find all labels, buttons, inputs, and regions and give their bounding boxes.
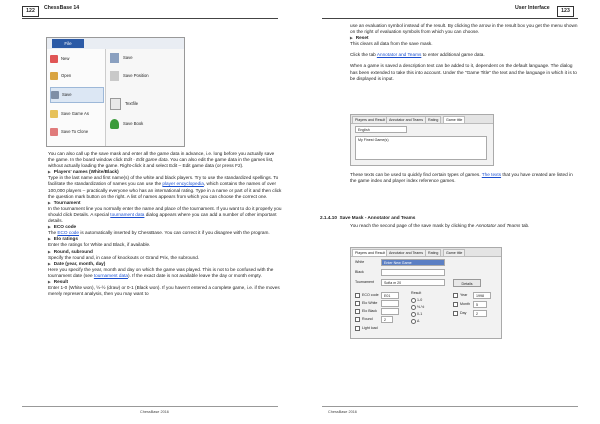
result-radio[interactable] <box>411 298 416 303</box>
game-title-dialog <box>350 114 494 166</box>
section-heading: ▶ Players' names (White/Black) <box>48 169 119 175</box>
paragraph: use an evaluation symbol instead of the result. By clicking the arrow in the result box you get the menu shown on the right of evaluation symbols from which you can choose. <box>350 23 578 35</box>
bullet-arrow-icon: ▶ <box>48 225 51 230</box>
save-mask-dialog <box>350 247 502 339</box>
eco-checkbox[interactable] <box>355 293 360 298</box>
dialog-tabs <box>351 248 501 257</box>
white-input[interactable]: Enter New Game <box>381 259 445 266</box>
eco-code-link[interactable]: ECO code <box>57 230 80 236</box>
day-checkbox[interactable] <box>453 311 458 316</box>
result-radio[interactable] <box>411 305 416 310</box>
bullet-arrow-icon: ▶ <box>48 237 51 242</box>
player-encyclopedia-link[interactable]: player encyclopedia <box>162 181 204 187</box>
bullet-arrow-icon: ▶ <box>48 200 51 205</box>
bullet-arrow-icon: ▶ <box>350 36 353 41</box>
menu-left-column <box>47 49 106 146</box>
dialog-tabs <box>351 115 493 124</box>
page-number: 123 <box>557 6 574 17</box>
section-text: The ECO code is automatically inserted by ChessBase. You can correct it if you disagree with the program. <box>48 230 270 236</box>
paragraph: When a game is saved a description text can be added to it, dependent on the default language. The dialog has been extended to take this into account. Under the "Game Title" the text and the language in which it is to be displayed is input. <box>350 63 577 81</box>
right-top-text <box>350 23 580 82</box>
tab-game-title[interactable]: Game title <box>443 249 465 256</box>
header-rule <box>322 18 578 19</box>
tab-players-result[interactable]: Players and Result <box>352 249 388 256</box>
elo-white-input[interactable] <box>381 300 399 307</box>
paragraph: These texts can be used to quickly find certain types of games. The texts that you have created are listed in the game index and player index reference games. <box>350 172 573 184</box>
intro-paragraph: You can also call up the save mask and enter all the game data in advance, i.e. long before you actually save the game. In the board window click Edit · Edit game data. You can also edit the game data in the games list, without actually loading the game. Right-click it and select Edit – Edit game data (or press F2). <box>48 151 275 169</box>
result-option[interactable]: 1-0 <box>411 297 422 304</box>
tournament-input[interactable]: Sofia m 20 <box>381 279 445 286</box>
eco-input[interactable]: E01 <box>381 292 399 299</box>
section-text: Enter 1-0 (White won), ½-½ (draw) or 0-1 (Black won). If you haven't entered a complete game, i.e. if the moves merely represent analysis, then you may want to <box>48 285 280 297</box>
header-title: User Interface <box>515 5 550 11</box>
save-icon <box>51 91 59 99</box>
section-heading: ▶ Round, subround <box>48 248 93 254</box>
paragraph: Click the tab Annotator and Teams to enter additional game data. <box>350 52 485 58</box>
paragraph: You reach the second page of the save mask by clicking the Annotator and Teams tab. <box>350 223 530 229</box>
menu-item-save: Save <box>50 87 104 103</box>
section-heading: ▶ Result <box>48 278 69 284</box>
elo-black-input[interactable] <box>381 308 399 315</box>
section-heading: ▶ ECO code <box>48 224 77 230</box>
menu-ribbon <box>47 38 184 49</box>
result-label: Result <box>411 291 422 295</box>
section-text: Specify the round and, in case of knockouts or Grand Prix, the subround. <box>48 254 200 260</box>
section-block <box>320 215 582 229</box>
textfile-icon <box>110 98 121 110</box>
tab-rating[interactable]: Rating <box>425 116 441 123</box>
section-heading: ▶ Reset <box>350 35 369 41</box>
title-textarea[interactable]: My Finest Game(s) <box>355 136 487 160</box>
tournament-data-link[interactable]: tournament data <box>93 272 129 278</box>
section-text: In the tournament line you normally enter the name and place of the tournament. If you want to do it properly you should click Details. A special tournament data dialog appears where you can add a number of other important details. <box>48 205 282 224</box>
footer: ChessBase 2016 <box>140 410 169 414</box>
result-option[interactable]: 0-1 <box>411 311 422 318</box>
month-checkbox[interactable] <box>453 302 458 307</box>
result-radio[interactable] <box>411 319 416 324</box>
tab-players-result[interactable]: Players and Result <box>352 116 388 123</box>
result-option[interactable]: ½-½ <box>411 304 424 311</box>
year-input[interactable]: 1998 <box>473 292 491 299</box>
section-heading: ▶ Date (year, month, day) <box>48 260 106 266</box>
bullet-arrow-icon: ▶ <box>48 170 51 175</box>
page-number: 122 <box>22 6 39 17</box>
new-icon <box>50 55 58 63</box>
round-checkbox[interactable] <box>355 317 360 322</box>
round-label: Round <box>355 316 373 323</box>
day-input[interactable]: 2 <box>473 310 487 317</box>
annotator-teams-link[interactable]: Annotator and Teams <box>376 52 422 58</box>
submenu-item-save-book: Save Book <box>110 117 143 131</box>
header-title: ChessBase 14 <box>44 5 80 11</box>
tab-annotator-teams[interactable]: Annotator and Teams <box>386 116 426 123</box>
save-icon <box>110 53 119 63</box>
section-text: Enter the ratings for White and Black, if available. <box>48 242 151 248</box>
elo-black-label: Elo Black <box>355 308 377 315</box>
section-text: Type in the last name and first name(s) of the white and black players. Try to use the standardized spellings. To facilitate the standardization of names you can use the player encyclopedia, which contains the names of over 100,000 players – practically everyone who has an international rating. Type in a name or part of it and then click the question mark button on the right. A list of names appears from which you can choose the correct one. <box>48 175 282 199</box>
texts-link[interactable]: The texts <box>481 172 502 177</box>
menu-item-save-to-clone: Save To Clone <box>50 125 102 139</box>
submenu-item-textfile: Textfile <box>110 97 138 111</box>
tab-game-title[interactable]: Game title <box>443 116 465 123</box>
right-page <box>300 0 600 424</box>
footer: ChessBase 2016 <box>328 410 357 414</box>
result-radio[interactable] <box>411 312 416 317</box>
left-body-text <box>48 151 282 297</box>
black-input[interactable] <box>381 269 445 276</box>
eco-label: ECO code <box>355 292 379 299</box>
result-option[interactable]: Δ <box>411 318 419 325</box>
tournament-label: Tournament <box>355 280 374 284</box>
right-mid-text <box>350 172 580 184</box>
footer-rule <box>22 406 278 407</box>
menu-item-open: Open <box>50 69 102 83</box>
file-menu-screenshot <box>46 37 185 147</box>
day-label: Day <box>453 310 466 317</box>
month-label: Month <box>453 301 470 308</box>
details-button[interactable]: Details <box>453 279 481 287</box>
elo-black-checkbox[interactable] <box>355 309 360 314</box>
bullet-arrow-icon: ▶ <box>48 261 51 266</box>
tab-annotator-teams[interactable]: Annotator and Teams <box>386 249 426 256</box>
submenu-item-save: Save <box>110 51 133 65</box>
bullet-arrow-icon: ▶ <box>48 249 51 254</box>
elo-white-checkbox[interactable] <box>355 301 360 306</box>
round-input[interactable]: 2 <box>381 316 393 323</box>
menu-item-new: New <box>50 52 102 66</box>
black-label: Black <box>355 270 364 274</box>
tournament-data-link[interactable]: tournament data <box>110 211 145 217</box>
year-checkbox[interactable] <box>453 293 458 298</box>
board-icon <box>110 71 119 81</box>
year-label: Year <box>453 292 467 299</box>
white-label: White <box>355 260 365 264</box>
light-load-label: Light load <box>355 325 378 332</box>
bullet-arrow-icon: ▶ <box>48 279 51 284</box>
month-input[interactable]: 5 <box>473 301 487 308</box>
header-rule <box>22 18 278 19</box>
file-button: File <box>52 39 84 48</box>
section-heading: ▶ Elo ratings <box>48 236 78 242</box>
elo-white-label: Elo White <box>355 300 377 307</box>
submenu-item-save-position: Save Position <box>110 69 149 83</box>
paragraph: This clears all data from the save mask. <box>350 41 433 47</box>
open-folder-icon <box>50 72 58 80</box>
section-heading: ▶ Tournament <box>48 199 81 205</box>
section-text: Here you specify the year, month and day on which the game was played. This is not to be confused with the tournament date (see tournament data). If the exact date is not available leave the day or month empty. <box>48 266 274 278</box>
language-select[interactable]: English <box>355 126 407 133</box>
section-title: 2.1.4.10 Save Mask - Annotator and Teams <box>320 215 416 220</box>
footer-rule <box>322 406 578 407</box>
tab-rating[interactable]: Rating <box>425 249 441 256</box>
menu-right-column <box>107 49 184 146</box>
light-load-checkbox[interactable] <box>355 326 360 331</box>
menu-item-save-game-as: Save Game As <box>50 107 102 121</box>
clone-icon <box>50 128 58 136</box>
tree-icon <box>110 119 119 129</box>
save-as-icon <box>50 110 58 118</box>
